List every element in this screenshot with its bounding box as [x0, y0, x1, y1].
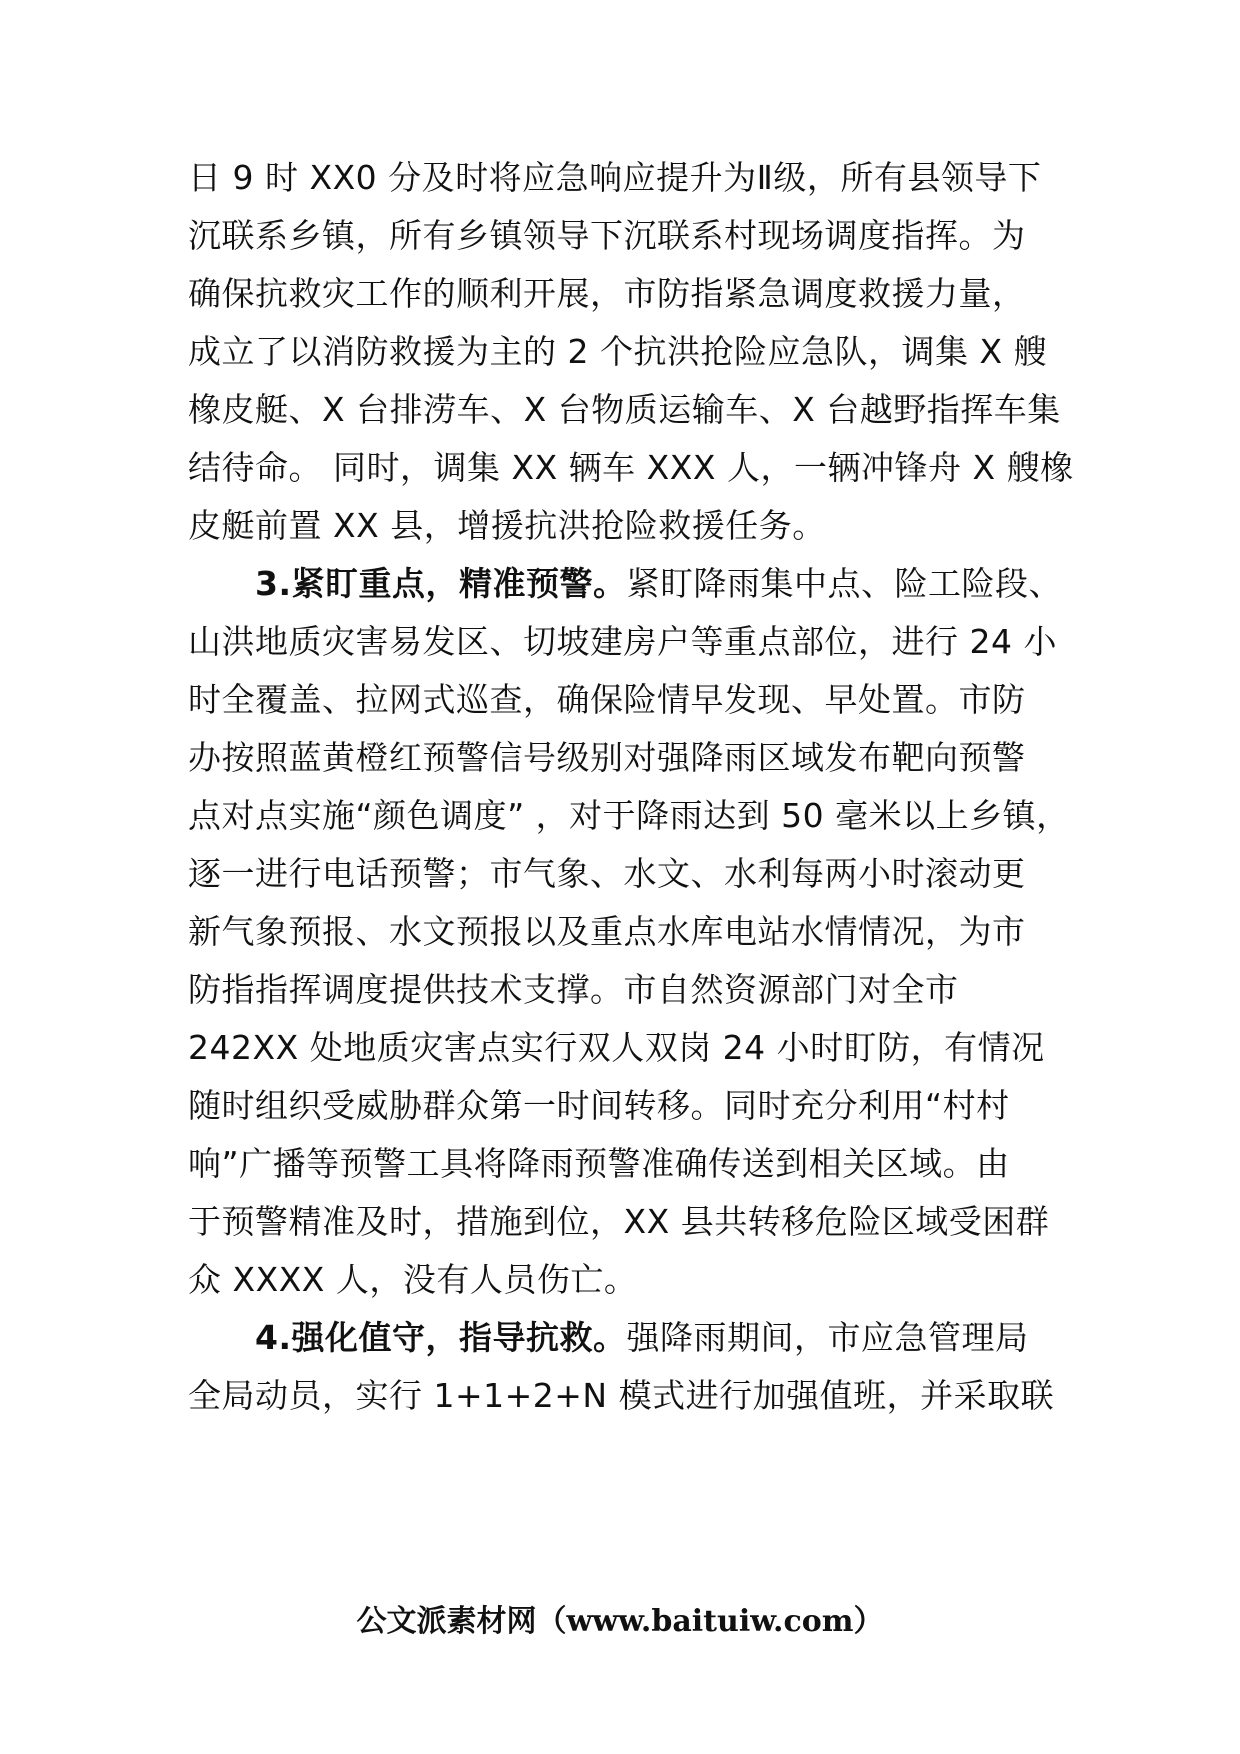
text-line: 时全覆盖、拉网式巡查，确保险情早发现、早处置。市防 — [188, 680, 1026, 719]
text-line: 242XX 处地质灾害点实行双人双岗 24 小时盯防，有情况 — [188, 1028, 1045, 1067]
text-line: 众 XXXX 人，没有人员伤亡。 — [188, 1260, 638, 1299]
footer-watermark: 公文派素材网（www.baituiw.com） — [356, 1604, 884, 1639]
section-heading: 4.强化值守，指导抗救。 — [255, 1318, 627, 1357]
text-line: 防指指挥调度提供技术支撑。市自然资源部门对全市 — [188, 970, 959, 1009]
text-line: 沉联系乡镇，所有乡镇领导下沉联系村现场调度指挥。为 — [188, 216, 1026, 255]
text-line: 点对点实施“颜色调度” ，对于降雨达到 50 毫米以上乡镇， — [188, 796, 1070, 835]
text-line: 逐一进行电话预警；市气象、水文、水利每两小时滚动更 — [188, 854, 1026, 893]
text-span: 紧盯降雨集中点、险工险段、 — [626, 564, 1062, 603]
paragraph-heading-line — [255, 564, 1062, 604]
text-line: 山洪地质灾害易发区、切坡建房户等重点部位，进行 24 小 — [188, 622, 1057, 661]
paragraph-heading-line — [255, 1318, 1029, 1358]
text-line: 办按照蓝黄橙红预警信号级别对强降雨区域发布靶向预警 — [188, 738, 1026, 777]
text-line: 响”广播等预警工具将降雨预警准确传送到相关区域。由 — [188, 1144, 1010, 1183]
text-line: 成立了以消防救援为主的 2 个抗洪抢险应急队，调集 X 艘 — [188, 332, 1048, 371]
text-line: 于预警精准及时，措施到位，XX 县共转移危险区域受困群 — [188, 1202, 1050, 1241]
text-line: 橡皮艇、X 台排涝车、X 台物质运输车、X 台越野指挥车集 — [188, 390, 1061, 429]
text-line: 皮艇前置 XX 县，增援抗洪抢险救援任务。 — [188, 506, 826, 545]
text-line: 结待命。 同时，调集 XX 辆车 XXX 人，一辆冲锋舟 X 艘橡 — [188, 448, 1074, 487]
text-line: 全局动员，实行 1+1+2+N 模式进行加强值班，并采取联 — [188, 1376, 1055, 1415]
text-span: 强降雨期间，市应急管理局 — [626, 1318, 1029, 1357]
text-line: 随时组织受威胁群众第一时间转移。同时充分利用“村村 — [188, 1086, 1010, 1125]
text-line: 日 9 时 XX0 分及时将应急响应提升为Ⅱ级，所有县领导下 — [188, 158, 1042, 197]
section-heading: 3.紧盯重点，精准预警。 — [255, 564, 627, 603]
text-line: 新气象预报、水文预报以及重点水库电站水情情况，为市 — [188, 912, 1026, 951]
text-line: 确保抗救灾工作的顺利开展，市防指紧急调度救援力量， — [188, 274, 1026, 313]
